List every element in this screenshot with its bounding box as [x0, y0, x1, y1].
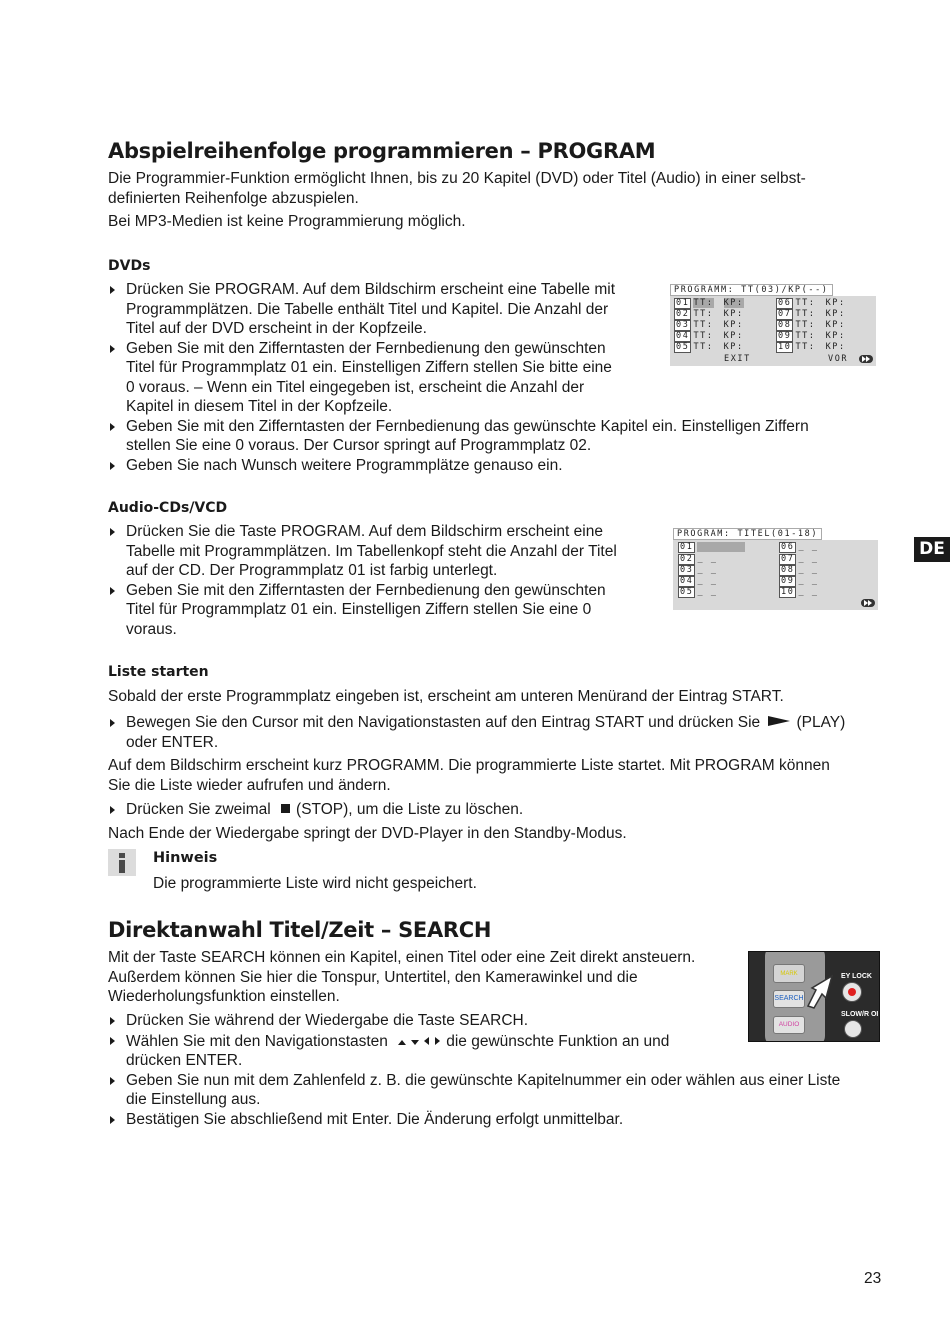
search-button: SEARCH [773, 990, 805, 1008]
osd-slot: 04 TT: KP: [676, 330, 744, 341]
osd-slot: 08 TT: KP: [778, 319, 846, 330]
audio-heading: Audio-CDs/VCD [108, 500, 228, 516]
bullet-arrow-icon [110, 286, 115, 294]
section-title-program: Abspielreihenfolge programmieren – PROGRAM [108, 139, 656, 163]
osd-slot: 01 TT: KP: [676, 297, 744, 308]
osd-slot: 06 TT: KP: [778, 297, 846, 308]
osd-program-dvd [670, 284, 876, 366]
bullet-arrow-icon [110, 345, 115, 353]
remote-control-image [748, 951, 880, 1042]
osd-slot: 09 _ _ [781, 575, 819, 586]
audio-steps [108, 522, 668, 639]
osd-slot: 01 [678, 542, 745, 552]
osd-slot: 06 _ _ [781, 541, 819, 552]
navigation-arrows-icon [398, 1031, 440, 1051]
key-lock-label: EY LOCK [841, 973, 872, 980]
bullet-arrow-icon [110, 462, 115, 470]
mark-button: MARK [773, 964, 805, 983]
pointer-arrow-icon [804, 970, 844, 1010]
osd-next: VOR [828, 354, 849, 364]
list-item: Drücken Sie die Taste PROGRAM. Auf dem Bildschirm erscheint eine Tabelle mit Programmplätzen. Im Tabellenkopf steht die Anzahl der Titel auf der CD. Der Programmplatz 01 ist farbig unterlegt. [108, 522, 668, 581]
osd-highlight [697, 542, 745, 552]
list-item: Geben Sie mit den Zifferntasten der Fernbedienung den gewünschten Titel für Programmplatz 01 ein. Einstelligen Ziffern stellen Sie eine 0 voraus. [108, 581, 668, 640]
list-item: Geben Sie nach Wunsch weitere Programmplätze genauso ein. [108, 456, 908, 476]
bullet-arrow-icon [110, 1017, 115, 1025]
osd-exit: EXIT [724, 354, 751, 364]
bullet-arrow-icon [110, 719, 115, 727]
slow-button [844, 1020, 862, 1038]
list-item: Geben Sie mit den Zifferntasten der Fernbedienung den gewünschten Titel für Programmplatz 01 ein. Einstelligen Ziffern stellen Sie bitte eine 0 voraus. – Wenn ein Titel eingegeben ist, erscheint die Anzahl der Kapitel in diesem Titel in der Kopfzeile. [108, 339, 908, 417]
play-icon [768, 716, 790, 726]
slow-label: SLOW/R OI [841, 1011, 879, 1018]
liste-step-stop [108, 800, 523, 820]
program-intro [108, 169, 806, 208]
key-lock-button [842, 982, 862, 1002]
bullet-arrow-icon [110, 1037, 115, 1045]
intro-line: definierten Reihenfolge abzuspielen. [108, 189, 359, 207]
page-number: 23 [864, 1270, 882, 1287]
osd-slot: 10 TT: KP: [778, 341, 846, 352]
bullet-arrow-icon [110, 1077, 115, 1085]
osd-slot: 03 TT: KP: [676, 319, 744, 330]
hinweis-title: Hinweis [153, 850, 218, 866]
osd-slot: 07 _ _ [781, 553, 819, 564]
osd-slot: 09 TT: KP: [778, 330, 846, 341]
hinweis-text: Die programmierte Liste wird nicht gespeichert. [153, 875, 477, 892]
liste-step-play [108, 713, 888, 752]
fast-forward-icon [859, 355, 873, 363]
bullet-arrow-icon [110, 423, 115, 431]
search-intro: Mit der Taste SEARCH können ein Kapitel, einen Titel oder eine Zeit direkt ansteuern. Außerdem können Sie hier die Tonspur, Untertitel, den Kamerawinkel und die Wiederholungsfunktion einstellen. [108, 949, 696, 1005]
osd-slot: 03 _ _ [680, 564, 718, 575]
osd-slot: 08 _ _ [781, 564, 819, 575]
osd-header: PROGRAMM: TT(03)/KP(--) [670, 284, 833, 296]
liste-line3: Nach Ende der Wiedergabe springt der DVD-Player in den Standby-Modus. [108, 825, 627, 842]
osd-slot: 04 _ _ [680, 575, 718, 586]
list-item: Wählen Sie mit den Navigationstasten die gewünschte Funktion an und drücken ENTER. [108, 1031, 888, 1071]
audio-button: AUDIO [773, 1016, 805, 1034]
list-item: Drücken Sie PROGRAM. Auf dem Bildschirm erscheint eine Tabelle mit Programmplätzen. Die Tabelle enthält Titel und Kapitel. Die Anzahl der Titel auf der DVD erscheint in der Kopfzeile. [108, 280, 908, 339]
info-icon [108, 849, 136, 876]
liste-line1: Sobald der erste Programmplatz eingeben ist, erscheint am unteren Menürand der Eintrag START. [108, 688, 784, 705]
bullet-arrow-icon [110, 587, 115, 595]
osd-slot: 05 _ _ [680, 586, 718, 597]
list-item: Drücken Sie während der Wiedergabe die Taste SEARCH. [108, 1011, 888, 1031]
bullet-arrow-icon [110, 528, 115, 536]
liste-para2: Auf dem Bildschirm erscheint kurz PROGRAMM. Die programmierte Liste startet. Mit PROGRAM können Sie die Liste wieder aufrufen und ändern. [108, 757, 830, 794]
osd-slot: 02 _ _ [680, 553, 718, 564]
list-item: Drücken Sie zweimal (STOP), um die Liste zu löschen. [108, 800, 523, 820]
bullet-arrow-icon [110, 806, 115, 814]
intro-line: Die Programmier-Funktion ermöglicht Ihnen, bis zu 20 Kapitel (DVD) oder Titel (Audio) in einer selbst- [108, 170, 806, 187]
list-item: Bestätigen Sie abschließend mit Enter. Die Änderung erfolgt unmittelbar. [108, 1110, 888, 1130]
osd-slot: 05 TT: KP: [676, 341, 744, 352]
osd-slot: 07 TT: KP: [778, 308, 846, 319]
osd-slot: 10 _ _ [781, 586, 819, 597]
language-tab: DE [914, 537, 950, 562]
liste-heading: Liste starten [108, 664, 209, 680]
list-item: Bewegen Sie den Cursor mit den Navigationstasten auf den Eintrag START und drücken Sie (PLAY) oder ENTER. [108, 713, 888, 752]
stop-icon [281, 804, 290, 813]
mp3-note: Bei MP3-Medien ist keine Programmierung möglich. [108, 213, 466, 230]
osd-slot: 02 TT: KP: [676, 308, 744, 319]
osd-header: PROGRAM: TITEL(01-18) [673, 528, 822, 540]
list-item: Geben Sie nun mit dem Zahlenfeld z. B. die gewünschte Kapitelnummer ein oder wählen aus einer Liste die Einstellung aus. [108, 1071, 888, 1110]
section-title-search: Direktanwahl Titel/Zeit – SEARCH [108, 918, 492, 942]
fast-forward-icon [861, 599, 875, 607]
osd-program-audio [673, 528, 878, 610]
bullet-arrow-icon [110, 1116, 115, 1124]
dvds-heading: DVDs [108, 258, 151, 274]
list-item: Geben Sie mit den Zifferntasten der Fernbedienung das gewünschte Kapitel ein. Einstelligen Ziffern stellen Sie eine 0 voraus. Der Cursor springt auf Programmplatz 02. [108, 417, 908, 456]
